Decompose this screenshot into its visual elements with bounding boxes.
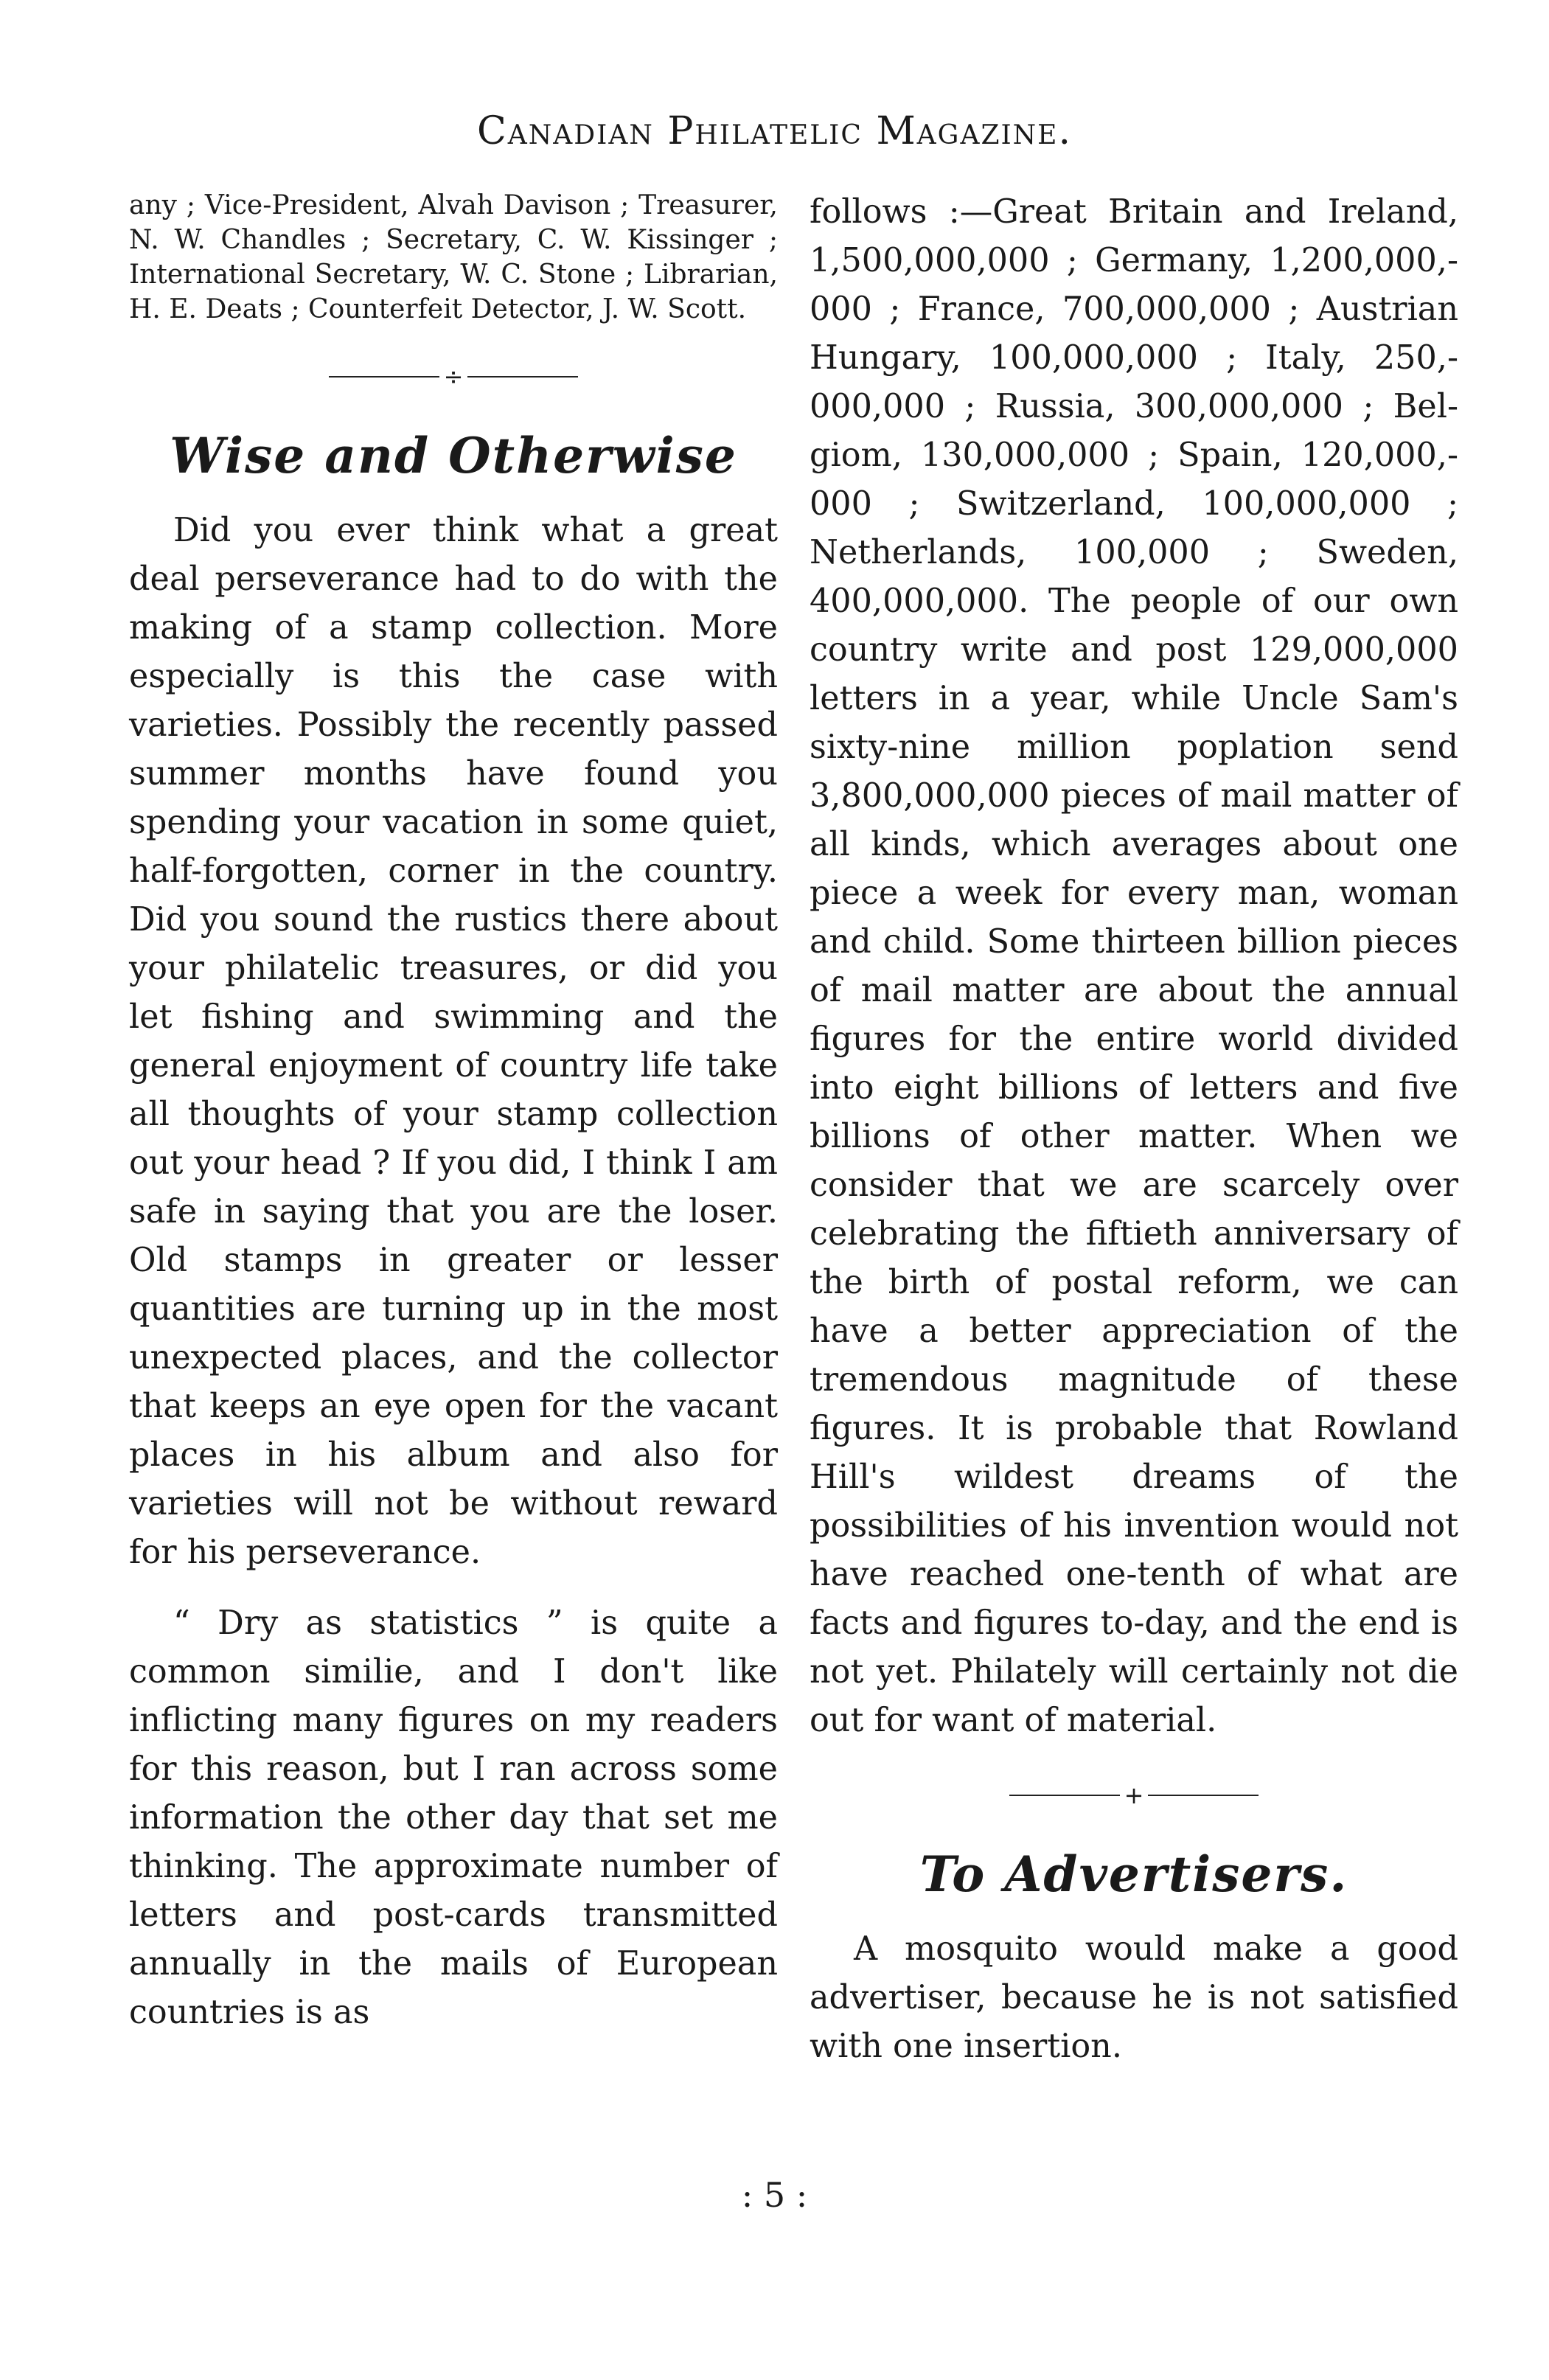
divider-rule — [1009, 1795, 1120, 1796]
divider-ornament-icon: ÷ — [443, 363, 464, 391]
divider-rule — [329, 376, 439, 377]
running-header: Canadian Philatelic Magazine. — [477, 109, 1072, 153]
paragraph-mail-statistics: follows :—Great Britain and Ireland, 1,500,000,000 ; Germany, 1,200,000,000 ; France, 700,000,000 ; Austrian Hungary, 100,000,000 ; Italy, 250,000,000 ; Russia, 300,000,000 ; Belgiom, 130,000,000 ; Spain, 120,000,000 ; Switzerland, 100,000,000 ; Netherlands, 100,000 ; Sweden, 400,000,000. The people of our own country write and post 129,000,000 letters in a year, while Uncle Sam's sixty-nine million poplation send 3,800,000,000 pieces of mail matter of all kinds, which averages about one piece a week for every man, woman and child. Some thirteen billion pieces of mail matter are about the annual figures for the entire world divided into eight billions of letters and five billions of other matter. When we consider that we are scarcely over celebrating the fiftieth anniversary of the birth of postal reform, we can have a better appreciation of the tremendous magnitude of these figures. It is probable that Rowland Hill's wildest dreams of the possibilities of his invention would not have reached one-tenth of what are facts and figures to-day, and the end is not yet. Philately will certainly not die out for want of material. — [810, 193, 1458, 1739]
paragraph-statistics: “ Dry as statistics ” is quite a common similie, and I don't like inflicting many figures on my readers for this reason, but I ran across some information the other day that set me thinking. The approximate number of letters and post-cards transmitted annually in the mails of European countries is as — [129, 1604, 778, 2031]
section-divider — [810, 1781, 1458, 1810]
paragraph-mosquito: A mosquito would make a good advertiser, because he is not satisfied with one insertion. — [810, 1930, 1458, 2065]
left-column — [129, 188, 778, 2037]
page-number: : 5 : — [741, 2175, 808, 2215]
heading-to-advertisers: To Advertisers. — [919, 1845, 1348, 1903]
heading-wise-and-otherwise: Wise and Otherwise — [170, 427, 737, 484]
paragraph-perseverance: Did you ever think what a great deal perseverance had to do with the making of a stamp collection. More especially is this the case with varieties. Possibly the recently passed summer months have found you spending your vacation in some quiet, half-forgotten, corner in the country. Did you sound the rustics there about your philatelic treasures, or did you let fishing and swimming and the general enjoyment of country life take all thoughts of your stamp collection out your head ? If you did, I think I am safe in saying that you are the loser. Old stamps in greater or lesser quantities are turning up in the most unexpected places, and the collector that keeps an eye open for the vacant places in his album and also for varieties will not be without reward for his perseverance. — [129, 512, 778, 1571]
right-column — [810, 188, 1458, 2071]
divider-rule — [467, 376, 578, 377]
divider-rule — [1148, 1795, 1259, 1796]
officers-list: any ; Vice-President, Alvah Davison ; Treasurer, N. W. Chandles ; Secretary, C. W. Kissinger ; International Secretary, W. C. Stone ; Librarian, H. E. Deats ; Counterfeit Detector, J. W. Scott. — [129, 190, 778, 324]
section-divider — [129, 362, 778, 392]
divider-cross-icon: + — [1124, 1781, 1144, 1809]
